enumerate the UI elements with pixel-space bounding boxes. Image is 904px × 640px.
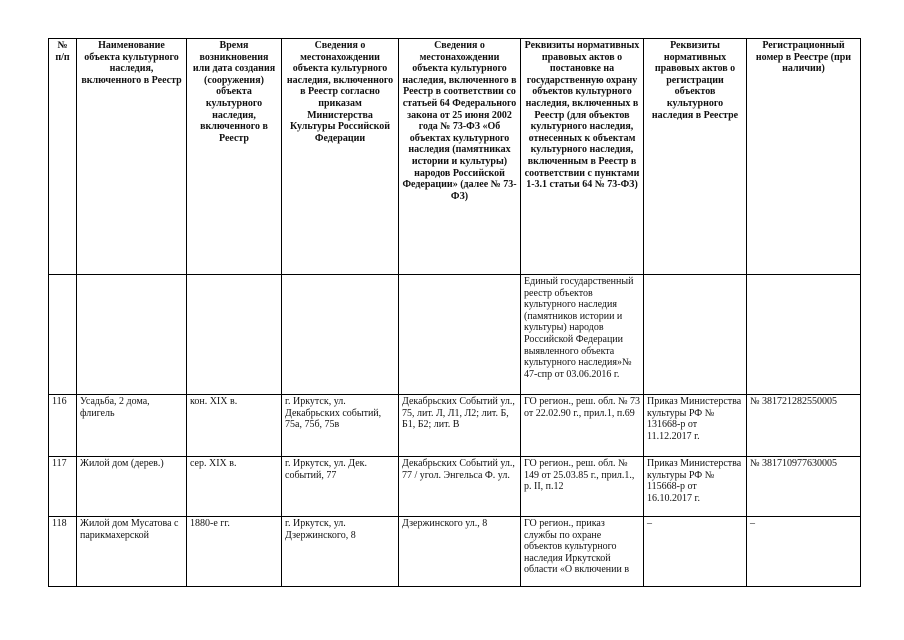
header-registration-acts: Реквизиты нормативных правовых актов о регистрации объектов культурного наследия в Реестре — [644, 39, 747, 275]
cell-object-name: Усадьба, 2 дома, флигель — [77, 395, 187, 457]
header-location-law: Сведения о местонахождении объекта культурного наследия, включенного в Реестр в соответствии со статьей 64 Федерального закона от 25 июня 2002 года № 73-ФЗ «Об объектах культурного наследия (памятниках истории и культуры) народов Российской Федерации» (далее № 73-ФЗ) — [399, 39, 521, 275]
cell-registration-acts: Приказ Министерства культуры РФ № 131668-р от 11.12.2017 г. — [644, 395, 747, 457]
table-row — [49, 275, 861, 395]
header-object-name: Наименование объекта культурного наследия, включенного в Реестр — [77, 39, 187, 275]
cell-registration-acts: – — [644, 517, 747, 587]
cell-registration-number: № 381721282550005 — [747, 395, 861, 457]
header-number: № п/п — [49, 39, 77, 275]
cell-number — [49, 275, 77, 395]
cell-creation-date — [187, 275, 282, 395]
cell-registration-number: № 381710977630005 — [747, 457, 861, 517]
cell-location-law: Дзержинского ул., 8 — [399, 517, 521, 587]
cell-object-name — [77, 275, 187, 395]
header-registration-number: Регистрационный номер в Реестре (при наличии) — [747, 39, 861, 275]
table-header-row — [49, 39, 861, 275]
cell-creation-date: 1880-е гг. — [187, 517, 282, 587]
header-creation-date: Время возникновения или дата создания (сооружения) объекта культурного наследия, включенного в Реестр — [187, 39, 282, 275]
cell-registration-number: – — [747, 517, 861, 587]
cell-number: 117 — [49, 457, 77, 517]
cell-object-name: Жилой дом (дерев.) — [77, 457, 187, 517]
heritage-registry-table — [48, 38, 861, 587]
cell-location-ministry: г. Иркутск, ул. Дзержинского, 8 — [282, 517, 399, 587]
cell-protection-acts: ГО регион., реш. обл. № 73 от 22.02.90 г., прил.1, п.69 — [521, 395, 644, 457]
cell-registration-acts: Приказ Министерства культуры РФ № 115668-р от 16.10.2017 г. — [644, 457, 747, 517]
header-protection-acts: Реквизиты нормативных правовых актов о постановке на государственную охрану объектов культурного наследия, включенных в Реестр (для объектов культурного наследия, отнесенных к объектам культурного наследия, включенным в Реестр в соответствии с пунктами 1-3.1 статьи 64 № 73-ФЗ) — [521, 39, 644, 275]
cell-registration-acts — [644, 275, 747, 395]
cell-number: 118 — [49, 517, 77, 587]
cell-location-law: Декабрьских Событий ул., 75, лит. Л, Л1, Л2; лит. Б, Б1, Б2; лит. В — [399, 395, 521, 457]
cell-creation-date: сер. XIX в. — [187, 457, 282, 517]
cell-location-ministry — [282, 275, 399, 395]
cell-location-ministry: г. Иркутск, ул. Декабрьских событий, 75а, 75б, 75в — [282, 395, 399, 457]
cell-object-name: Жилой дом Мусатова с парикмахерской — [77, 517, 187, 587]
cell-location-ministry: г. Иркутск, ул. Дек. событий, 77 — [282, 457, 399, 517]
table-row — [49, 517, 861, 587]
cell-registration-number — [747, 275, 861, 395]
cell-creation-date: кон. XIX в. — [187, 395, 282, 457]
header-location-ministry: Сведения о местонахождении объекта культурного наследия, включенного в Реестр согласно приказам Министерства Культуры Российской Федерации — [282, 39, 399, 275]
document-page — [48, 38, 860, 587]
cell-protection-acts: Единый государственный реестр объектов культурного наследия (памятников истории и культуры) народов Российской Федерации выявленного объекта культурного наследия»№ 47-спр от 03.06.2016 г. — [521, 275, 644, 395]
cell-protection-acts: ГО регион., реш. обл. № 149 от 25.03.85 г., прил.1., р. II, п.12 — [521, 457, 644, 517]
cell-location-law — [399, 275, 521, 395]
table-row — [49, 395, 861, 457]
cell-number: 116 — [49, 395, 77, 457]
cell-location-law: Декабрьских Событий ул., 77 / угол. Энгельса Ф. ул. — [399, 457, 521, 517]
table-row — [49, 457, 861, 517]
cell-protection-acts: ГО регион., приказ службы по охране объектов культурного наследия Иркутской области «О включении в — [521, 517, 644, 587]
